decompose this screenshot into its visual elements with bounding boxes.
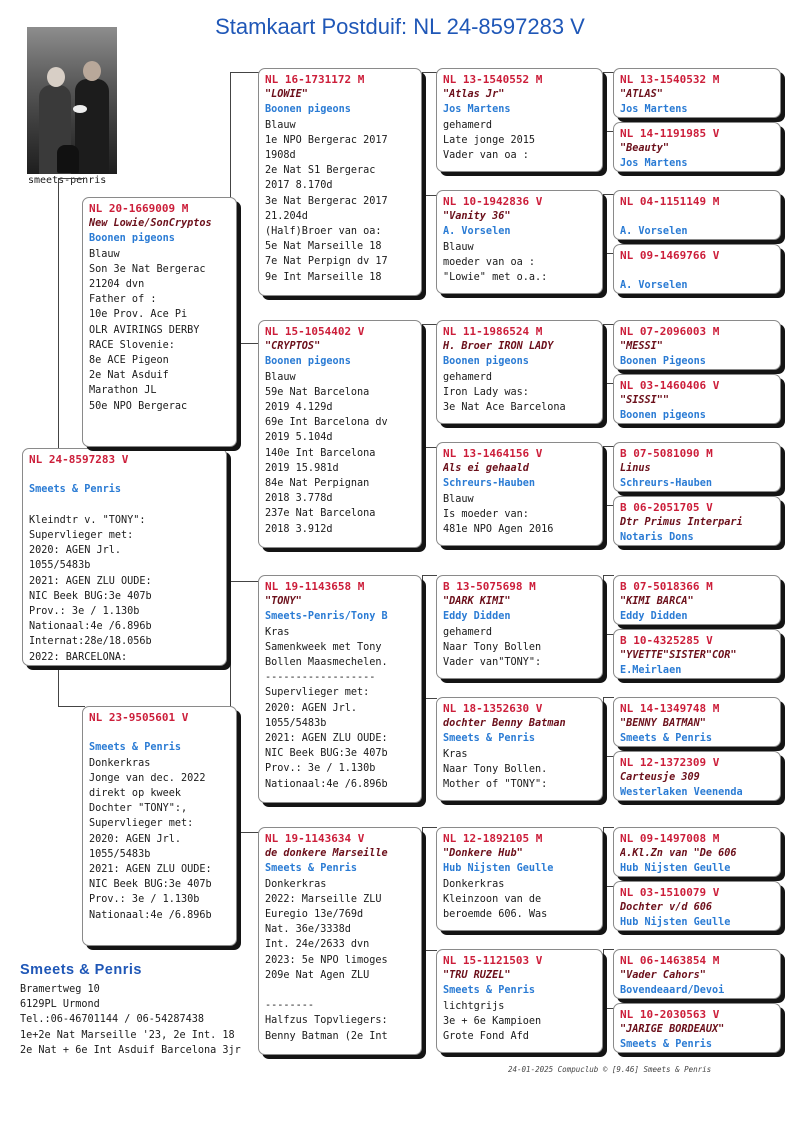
ring-number: B 07-5018366 M [620,580,713,593]
pigeon-name: "JARIGE BORDEAUX" [620,1024,725,1036]
breeder-name: Boonen pigeons [265,356,351,368]
ring-number: NL 06-1463854 M [620,954,720,967]
info-line: Supervlieger met: [89,818,194,830]
pedigree-box-gen3-8 [436,949,603,1053]
info-line: Nationaal:4e /6.896b [89,909,212,921]
info-line: 5e Nat Marseille 18 [265,241,382,253]
info-line: Euregio 13e/769d [265,909,364,921]
breeder-name: Boonen pigeons [265,104,351,116]
info-line: 2020: AGEN Jrl. [89,833,182,845]
info-line: Nat. 36e/3338d [265,924,351,936]
breeder-name: Jos Martens [620,104,688,116]
pedigree-box-gen4-12 [613,751,781,801]
pigeon-name: "ATLAS" [620,89,663,101]
info-line: Kras [443,748,468,760]
info-line: Blauw [443,493,474,505]
info-line: Vader van"TONY": [443,657,542,669]
owner-line: 1e+2e Nat Marseille '23, 2e Int. 18 [20,1029,235,1041]
info-line: Father of : [89,294,157,306]
info-line: Marathon JL [89,385,157,397]
breeder-name: Smeets & Penris [443,733,536,745]
info-line: 2022: BARCELONA: [29,651,128,663]
breeder-name: Smeets-Penris/Tony B [265,611,388,623]
info-line: Nationaal:4e /6.896b [29,621,152,633]
info-line: Nationaal:4e /6.896b [265,778,388,790]
breeder-name: Schreurs-Hauben [443,478,536,490]
ring-number: NL 14-1191985 V [620,127,720,140]
pedigree-box-gen4-16 [613,1003,781,1053]
info-line: 1055/5483b [265,717,327,729]
ring-number: B 13-5075698 M [443,580,536,593]
pigeon-name: "BENNY BATMAN" [620,718,706,730]
info-line: 2020: AGEN Jrl. [265,702,358,714]
ring-number: NL 11-1986524 M [443,325,543,338]
breeder-name: Jos Martens [443,104,511,116]
breeder-name: Westerlaken Veenenda [620,787,743,799]
info-line: 2021: AGEN ZLU OUDE: [89,864,212,876]
pigeon-name: "Donkere Hub" [443,848,523,860]
owner-name: Smeets & Penris [20,962,142,978]
info-line: Prov.: 3e / 1.130b [89,894,200,906]
info-line: direkt op kweek [89,788,182,800]
pigeon-name: "TRU RUZEL" [443,970,511,982]
owner-block [20,963,310,1058]
info-line: Samenkweek met Tony [265,641,382,653]
pedigree-box-gen4-15 [613,949,781,999]
info-line: 8e ACE Pigeon [89,355,169,367]
breeder-name: Hub Nijsten Geulle [620,917,731,929]
pedigree-box-gen4-13 [613,827,781,877]
info-line: NIC Beek BUG:3e 407b [29,590,152,602]
info-line: 1055/5483b [29,560,91,572]
pigeon-name: Als ei gehaald [443,463,529,475]
info-line: gehamerd [443,371,493,383]
info-line [620,209,776,224]
pedigree-box-gen3-7 [436,827,603,931]
info-line: Benny Batman (2e Int [265,1030,388,1042]
owner-photo [27,27,117,174]
pigeon-name: "LOWIE" [265,89,308,101]
info-line: 2e Nat Asduif [89,370,169,382]
ring-number: NL 10-2030563 V [620,1008,720,1021]
ring-number: B 10-4325285 V [620,634,713,647]
pigeon-name: "Beauty" [620,143,670,155]
info-line [29,498,222,513]
info-line [29,467,222,482]
breeder-name: Hub Nijsten Geulle [620,863,731,875]
pigeon-name: Dochter v/d 606 [620,902,713,914]
breeder-name: Smeets & Penris [620,1039,713,1051]
pedigree-box-subject [22,448,227,666]
info-line: 2019 15.981d [265,462,339,474]
info-line: Grote Fond Afd [443,1031,529,1043]
info-line: Bollen Maasmechelen. [265,657,388,669]
pedigree-box-gen4-3 [613,190,781,240]
ring-number: NL 23-9505601 V [89,711,189,724]
breeder-name: Jos Martens [620,158,688,170]
info-line: 21204 dvn [89,279,145,291]
ring-number: NL 12-1892105 M [443,832,543,845]
breeder-name: Boonen pigeons [620,410,706,422]
info-line: Kleinzoon van de [443,893,542,905]
info-line: Prov.: 3e / 1.130b [265,763,376,775]
breeder-name: E.Meirlaen [620,665,682,677]
info-line: 209e Nat Agen ZLU [265,969,370,981]
info-line: 2018 3.912d [265,523,333,535]
pedigree-box-sire-dam [258,320,422,548]
info-line: Son 3e Nat Bergerac [89,263,206,275]
info-line: Blauw [89,248,120,260]
info-line: 10e Prov. Ace Pi [89,309,188,321]
owner-line: 6129PL Urmond [20,999,100,1011]
pedigree-box-sire-sire [258,68,422,296]
ring-number: NL 19-1143658 M [265,580,365,593]
breeder-name: Boonen pigeons [443,356,529,368]
ring-number: B 07-5081090 M [620,447,713,460]
info-line: gehamerd [443,119,493,131]
pigeon-name: "YVETTE"SISTER"COR" [620,650,737,662]
info-line: 3e Nat Bergerac 2017 [265,195,388,207]
breeder-name: Smeets & Penris [265,863,358,875]
info-line: 1055/5483b [89,848,151,860]
connector [422,324,437,448]
info-line [89,725,232,740]
info-line: Supervlieger met: [265,687,370,699]
pedigree-box-gen3-6 [436,697,603,801]
breeder-name: Smeets & Penris [29,484,122,496]
photo-caption: smeets-penris [28,175,107,186]
info-line: Blauw [265,371,296,383]
info-line: ------------------ [265,672,376,684]
pigeon-name: H. Broer IRON LADY [443,341,554,353]
info-line: Mother of "TONY": [443,779,548,791]
pigeon-name: "Vanity 36" [443,211,511,223]
info-line: NIC Beek BUG:3e 407b [89,879,212,891]
info-line: 9e Int Marseille 18 [265,271,382,283]
info-line: 140e Int Barcelona [265,447,376,459]
info-line: 2019 4.129d [265,402,333,414]
pigeon-name: Carteusje 309 [620,772,700,784]
info-line: 7e Nat Perpign dv 17 [265,256,388,268]
pigeon-name: de donkere Marseille [265,848,388,860]
pedigree-box-dam [82,706,237,946]
info-line: 59e Nat Barcelona [265,386,370,398]
info-line: Late jonge 2015 [443,134,536,146]
ring-number: NL 10-1942836 V [443,195,543,208]
info-line: 2019 5.104d [265,432,333,444]
info-line: 2018 3.778d [265,493,333,505]
info-line: Internat:28e/18.056b [29,636,152,648]
pigeon-name: "TONY" [265,596,302,608]
pigeon-name: New Lowie/SonCryptos [89,218,212,230]
breeder-name: A. Vorselen [620,280,688,292]
breeder-name: Schreurs-Hauben [620,478,713,490]
info-line: Supervlieger met: [29,530,134,542]
info-line: 2023: 5e NPO limoges [265,954,388,966]
breeder-name: Boonen pigeons [89,233,175,245]
info-line: moeder van oa : [443,256,536,268]
info-line: Donkerkras [89,757,151,769]
info-line: Dochter "TONY":, [89,803,188,815]
info-line: Jonge van dec. 2022 [89,772,206,784]
ring-number: NL 09-1469766 V [620,249,720,262]
connector [58,178,85,449]
info-line: 3e + 6e Kampioen [443,1015,542,1027]
owner-line: Tel.:06-46701144 / 06-54287438 [20,1014,205,1026]
breeder-name: Eddy Didden [620,611,688,623]
info-line: Prov.: 3e / 1.130b [29,606,140,618]
connector [422,72,437,196]
info-line: 21.204d [265,210,308,222]
info-line: RACE Slovenie: [89,339,175,351]
info-line: Blauw [265,119,296,131]
info-line: 3e Nat Ace Barcelona [443,402,566,414]
ring-number: NL 12-1372309 V [620,756,720,769]
info-line [620,263,776,278]
pigeon-name: "Atlas Jr" [443,89,505,101]
pigeon-name: Linus [620,463,651,475]
ring-number: NL 07-2096003 M [620,325,720,338]
breeder-name: Hub Nijsten Geulle [443,863,554,875]
info-line: lichtgrijs [443,1000,505,1012]
info-line: 2021: AGEN ZLU OUDE: [29,575,152,587]
info-line: 69e Int Barcelona dv [265,417,388,429]
pigeon-name: "Vader Cahors" [620,970,706,982]
info-line: Naar Tony Bollen. [443,763,548,775]
info-line: 2022: Marseille ZLU [265,893,382,905]
pedigree-box-gen4-11 [613,697,781,747]
pedigree-box-dam-sire [258,575,422,803]
info-line: OLR AVIRINGS DERBY [89,324,200,336]
pigeon-name: "KIMI BARCA" [620,596,694,608]
ring-number: NL 20-1669009 M [89,202,189,215]
connector [422,575,437,699]
info-line: -------- [265,1000,315,1012]
info-line: Blauw [443,241,474,253]
pedigree-box-gen4-6 [613,374,781,424]
pigeon-name: A.Kl.Zn van "De 606 [620,848,737,860]
ring-number: NL 03-1460406 V [620,379,720,392]
pedigree-box-gen4-7 [613,442,781,492]
ring-number: NL 24-8597283 V [29,453,129,466]
ring-number: NL 18-1352630 V [443,702,543,715]
info-line: Donkerkras [443,878,505,890]
info-line: Kleindtr v. "TONY": [29,514,146,526]
info-line: Is moeder van: [443,508,529,520]
pedigree-box-gen4-14 [613,881,781,931]
ring-number: NL 15-1054402 V [265,325,365,338]
pedigree-box-gen4-10 [613,629,781,679]
pedigree-box-sire [82,197,237,447]
breeder-name: Smeets & Penris [443,985,536,997]
info-line: beroemde 606. Was [443,909,548,921]
info-line: Donkerkras [265,878,327,890]
info-line: Kras [265,626,290,638]
ring-number: NL 13-1540552 M [443,73,543,86]
pedigree-box-gen3-5 [436,575,603,679]
info-line: 481e NPO Agen 2016 [443,524,554,536]
pedigree-box-gen4-2 [613,122,781,172]
info-line: 2021: AGEN ZLU OUDE: [265,733,388,745]
ring-number: NL 14-1349748 M [620,702,720,715]
pedigree-box-gen4-1 [613,68,781,118]
breeder-name: Bovendeaard/Devoi [620,985,725,997]
info-line: 84e Nat Perpignan [265,478,370,490]
connector [58,670,85,707]
pedigree-box-gen3-1 [436,68,603,172]
ring-number: NL 03-1510079 V [620,886,720,899]
pigeon-name: "DARK KIMI" [443,596,511,608]
pedigree-box-gen4-8 [613,496,781,546]
connector [422,827,437,951]
breeder-name: Boonen Pigeons [620,356,706,368]
pigeon-name: Dtr Primus Interpari [620,517,743,529]
ring-number: NL 16-1731172 M [265,73,365,86]
breeder-name: Smeets & Penris [620,733,713,745]
pigeon-name: dochter Benny Batman [443,718,566,730]
breeder-name: Smeets & Penris [89,742,182,754]
info-line: 1e NPO Bergerac 2017 [265,134,388,146]
info-line: (Half)Broer van oa: [265,226,382,238]
breeder-name: Notaris Dons [620,532,694,544]
ring-number: NL 15-1121503 V [443,954,543,967]
page-title: Stamkaart Postduif: NL 24-8597283 V [215,14,585,39]
pedigree-box-gen3-3 [436,320,603,424]
ring-number: NL 09-1497008 M [620,832,720,845]
owner-line: 2e Nat + 6e Int Asduif Barcelona 3jr [20,1044,241,1056]
owner-line: Bramertweg 10 [20,984,100,995]
info-line: Iron Lady was: [443,386,529,398]
info-line: 2e Nat S1 Bergerac [265,165,376,177]
breeder-name: A. Vorselen [620,226,688,238]
ring-number: NL 13-1464156 V [443,447,543,460]
footer-text: 24-01-2025 Compuclub © [9.46] Smeets & Penris [508,1065,712,1074]
pedigree-box-gen3-4 [436,442,603,546]
pedigree-box-gen4-9 [613,575,781,625]
pedigree-box-gen4-4 [613,244,781,294]
pigeon-name: "MESSI" [620,341,663,353]
info-line: NIC Beek BUG:3e 407b [265,748,388,760]
info-line: 2020: AGEN Jrl. [29,545,122,557]
ring-number: NL 04-1151149 M [620,195,720,208]
pedigree-box-gen3-2 [436,190,603,294]
info-line: 50e NPO Bergerac [89,400,188,412]
info-line: Naar Tony Bollen [443,641,542,653]
info-line: Vader van oa : [443,150,529,162]
pigeon-name: "CRYPTOS" [265,341,321,353]
info-line: 237e Nat Barcelona [265,508,376,520]
pedigree-box-gen4-5 [613,320,781,370]
info-line: Halfzus Topvliegers: [265,1015,388,1027]
ring-number: NL 13-1540532 M [620,73,720,86]
info-line: 2017 8.170d [265,180,333,192]
info-line: Int. 24e/2633 dvn [265,939,370,951]
info-line: 1908d [265,150,296,162]
info-line: gehamerd [443,626,493,638]
ring-number: NL 19-1143634 V [265,832,365,845]
info-line: "Lowie" met o.a.: [443,272,548,284]
pigeon-name: "SISSI"" [620,395,670,407]
ring-number: B 06-2051705 V [620,501,713,514]
breeder-name: A. Vorselen [443,226,511,238]
breeder-name: Eddy Didden [443,611,511,623]
